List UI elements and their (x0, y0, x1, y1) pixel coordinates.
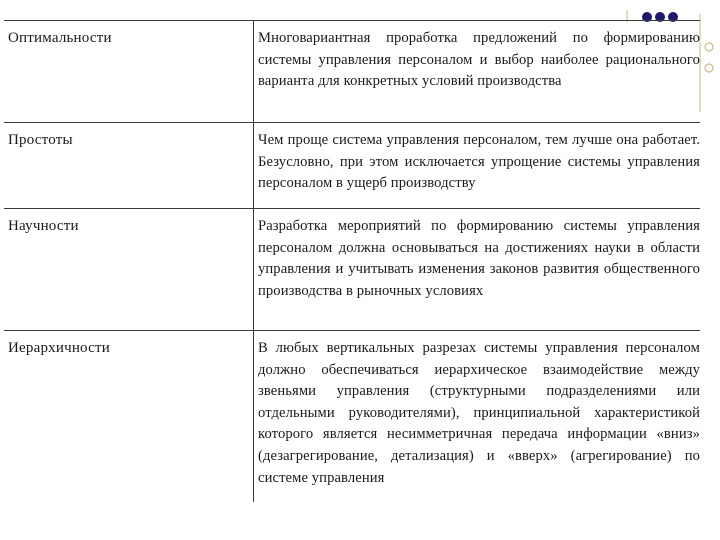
table-row (4, 330, 700, 502)
principle-term: Простоты (8, 132, 73, 148)
principle-description: Многовариантная проработка предложений по формированию системы управления персоналом и выбор наиболее рационального варианта для конкретных условий производства (258, 30, 700, 90)
principle-term: Оптимальности (8, 30, 112, 46)
table-row (4, 208, 700, 330)
deco-ring-2 (705, 64, 713, 72)
principle-term: Научности (8, 218, 79, 234)
deco-ring-1 (705, 43, 713, 51)
principle-term: Иерархичности (8, 340, 110, 356)
principle-description: В любых вертикальных разрезах системы управления персоналом должно обеспечиваться иерархическое взаимодействие между звеньями управления (структурными подразделениями или отдельными руководителями), принципиальной характеристикой которого является несимметричная передача информации «вниз» (дезагрегирование, детализация) и «вверх» (агрегирование) по системе управления (258, 340, 700, 486)
principles-table (4, 20, 700, 502)
table-row (4, 122, 700, 208)
principle-description: Чем проще система управления персоналом, тем лучше она работает. Безусловно, при этом исключается упрощение системы управления персоналом в ущерб производству (258, 132, 700, 192)
table-row (4, 20, 700, 122)
principle-description: Разработка мероприятий по формированию системы управления персоналом должна основываться на достижениях науки в области управления и учитывать изменения законов развития общественного производства в рыночных условиях (258, 218, 700, 299)
